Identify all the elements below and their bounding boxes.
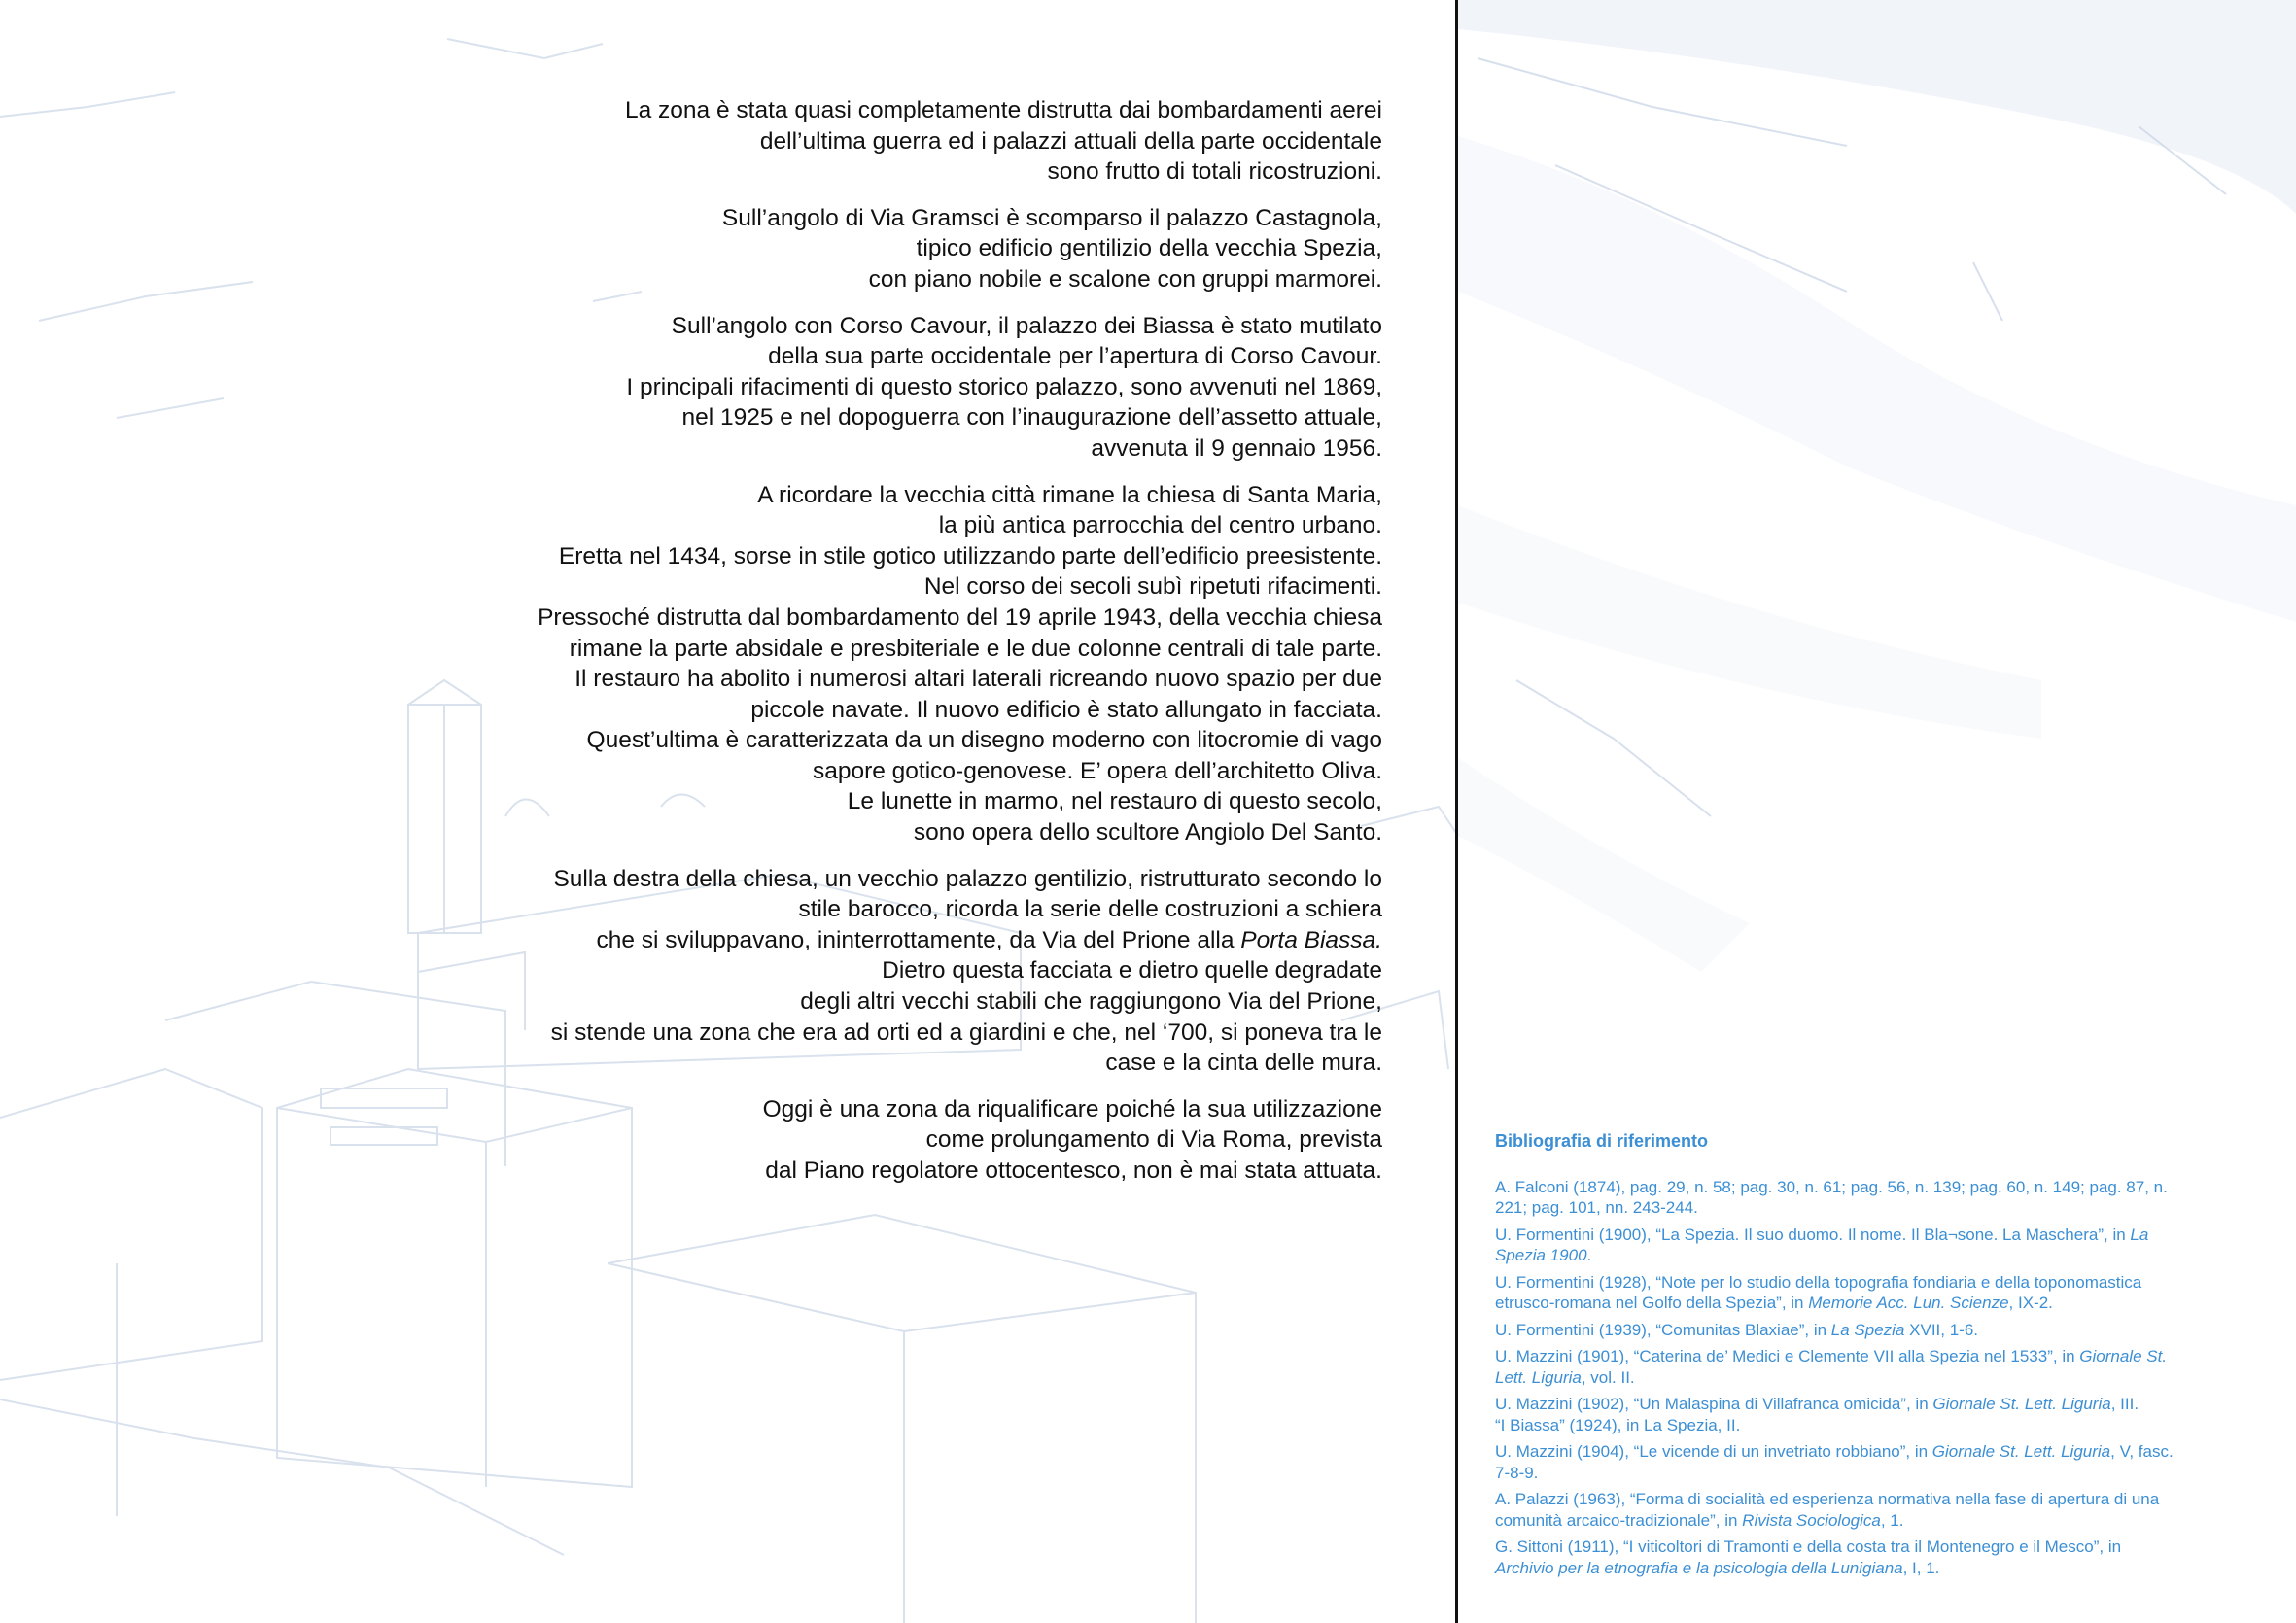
bibliography-entry — [1495, 1225, 2244, 1266]
text-fragment: XVII, 1-6. — [1904, 1320, 1979, 1339]
italic-fragment: Giornale St. Lett. Liguria — [1931, 1442, 2111, 1461]
entry-line — [1495, 1245, 2244, 1266]
bibliography-entry — [1495, 1394, 2244, 1435]
bibliography-entry — [1495, 1441, 2244, 1483]
text-line: avvenuta il 9 gennaio 1956. — [1091, 434, 1382, 462]
entry-line — [1495, 1367, 2244, 1389]
text-line: stile barocco, ricorda la serie delle costruzioni a schiera — [798, 896, 1382, 923]
text-line: sono opera dello scultore Angiolo Del Santo. — [913, 819, 1382, 846]
text-line: sono frutto di totali ricostruzioni. — [1047, 158, 1382, 186]
italic-fragment: Lett. Liguria — [1495, 1367, 1582, 1387]
text-line: Le lunette in marmo, nel restauro di questo secolo, — [847, 788, 1382, 815]
bibliography-title: Bibliografia di riferimento — [1495, 1131, 1709, 1151]
text-line: Il restauro ha abolito i numerosi altari laterali ricreando nuovo spazio per due — [574, 666, 1382, 693]
bibliography — [1495, 1131, 2244, 1584]
italic-fragment: La Spezia — [1830, 1320, 1905, 1339]
text-line: sapore gotico-genovese. E’ opera dell’architetto Oliva. — [812, 757, 1382, 784]
text-line: rimane la parte absidale e presbiteriale e le due colonne centrali di tale parte. — [569, 635, 1382, 662]
paragraph-palazzo-castagnola — [447, 203, 1382, 295]
text-fragment: etrusco-romana nel Golfo della Spezia”, in — [1495, 1294, 1809, 1312]
bibliography-entry — [1495, 1346, 2244, 1388]
entry-line — [1495, 1510, 2244, 1532]
text-fragment: U. Mazzini (1904), “Le vicende di un invetriato robbiano”, in — [1495, 1442, 1932, 1461]
bibliography-entry — [1495, 1489, 2244, 1531]
paragraph-bombardments — [447, 95, 1382, 188]
entry-line — [1495, 1293, 2244, 1314]
main-text-column — [447, 95, 1382, 1202]
text-line: Pressoché distrutta dal bombardamento del 19 aprile 1943, della vecchia chiesa — [538, 604, 1382, 631]
text-line: della sua parte occidentale per l’apertura di Corso Cavour. — [768, 343, 1382, 370]
entry-line: “I Biassa” (1924), in La Spezia, II. — [1495, 1415, 1741, 1434]
bibliography-entry — [1495, 1272, 2244, 1314]
italic-fragment: Giornale St. — [2079, 1347, 2168, 1365]
text-line: Quest’ultima è caratterizzata da un disegno moderno con litocromie di vago — [586, 727, 1382, 754]
text-line: Oggi è una zona da riqualificare poiché la sua utilizzazione — [762, 1095, 1382, 1122]
bibliography-entry — [1495, 1537, 2244, 1578]
text-fragment: U. Mazzini (1901), “Caterina de’ Medici e Clemente VII alla Spezia nel 1533”, in — [1495, 1347, 2080, 1365]
bibliography-entry — [1495, 1177, 2244, 1219]
text-line: Nel corso dei secoli subì ripetuti rifacimenti. — [923, 573, 1382, 601]
entry-line: A. Palazzi (1963), “Forma di socialità ed esperienza normativa nella fase di apertura di una — [1495, 1490, 2160, 1508]
text-line: Sull’angolo di Via Gramsci è scomparso il palazzo Castagnola, — [721, 204, 1382, 231]
page-divider — [1455, 0, 1458, 1623]
text-line: come prolungamento di Via Roma, prevista — [925, 1126, 1382, 1154]
entry-line: 7-8-9. — [1495, 1463, 1539, 1482]
porta-biassa-italic: Porta Biassa. — [1240, 926, 1382, 953]
entry-line — [1495, 1394, 2244, 1415]
bibliography-entry — [1495, 1320, 2244, 1341]
text-line: con piano nobile e scalone con gruppi marmorei. — [868, 265, 1382, 293]
paragraph-orti-giardini — [447, 955, 1382, 1078]
text-line: degli altri vecchi stabili che raggiungono Via del Prione, — [800, 988, 1382, 1016]
italic-fragment: Memorie Acc. Lun. Scienze — [1808, 1294, 2009, 1312]
entry-line: A. Falconi (1874), pag. 29, n. 58; pag. 30, n. 61; pag. 56, n. 139; pag. 60, n. 149; pag. 87, n. — [1495, 1177, 2168, 1196]
paragraph-santa-maria — [447, 480, 1382, 848]
italic-fragment: Rivista Sociologica — [1742, 1510, 1881, 1530]
text-fragment: , 1. — [1880, 1510, 1904, 1530]
text-line: dal Piano regolatore ottocentesco, non è mai stata attuata. — [765, 1157, 1382, 1184]
entry-line: 221; pag. 101, nn. 243-244. — [1495, 1198, 1698, 1217]
italic-fragment: Archivio per la etnografia e la psicologia della Lunigiana — [1495, 1558, 1903, 1577]
text-fragment: comunità arcaico-tradizionale”, in — [1495, 1510, 1743, 1530]
text-line: la più antica parrocchia del centro urbano. — [938, 512, 1382, 539]
text-fragment: U. Formentini (1939), “Comunitas Blaxiae”, in — [1495, 1320, 1831, 1339]
text-fragment: U. Mazzini (1902), “Un Malaspina di Villafranca omicida”, in — [1495, 1395, 1933, 1413]
text-line: La zona è stata quasi completamente distrutta dai bombardamenti aerei — [624, 97, 1382, 123]
text-line: tipico edificio gentilizio della vecchia Spezia, — [916, 235, 1382, 262]
entry-line — [1495, 1320, 2244, 1341]
paragraph-riqualificare — [447, 1094, 1382, 1187]
text-line: Eretta nel 1434, sorse in stile gotico utilizzando parte dell’edificio preesistente. — [558, 542, 1382, 570]
text-line: Dietro questa facciata e dietro quelle degradate — [882, 957, 1382, 984]
entry-line — [1495, 1346, 2244, 1367]
text-fragment: , I, 1. — [1902, 1558, 1940, 1577]
italic-fragment: Giornale St. Lett. Liguria — [1932, 1395, 2111, 1413]
italic-fragment: Spezia 1900 — [1495, 1246, 1587, 1264]
paragraph-palazzo-barocco — [447, 864, 1382, 956]
text-fragment: che si sviluppavano, ininterrottamente, da Via del Prione alla — [596, 926, 1241, 953]
text-fragment: , III. — [2110, 1395, 2139, 1413]
italic-fragment: La — [2130, 1225, 2149, 1244]
text-line: I principali rifacimenti di questo storico palazzo, sono avvenuti nel 1869, — [626, 373, 1382, 400]
entry-line — [1495, 1441, 2244, 1463]
text-line: Sulla destra della chiesa, un vecchio palazzo gentilizio, ristrutturato secondo lo — [553, 865, 1382, 892]
text-fragment: , IX-2. — [2008, 1294, 2053, 1312]
text-line: nel 1925 e nel dopoguerra con l’inaugurazione dell’assetto attuale, — [681, 404, 1382, 432]
entry-line: U. Formentini (1928), “Note per lo studio della topografia fondiaria e della toponomastica — [1495, 1272, 2142, 1292]
text-line: si stende una zona che era ad orti ed a giardini e che, nel ‘700, si poneva tra le — [550, 1019, 1382, 1046]
text-fragment: . — [1586, 1246, 1592, 1264]
text-line: piccole navate. Il nuovo edificio è stato allungato in facciata. — [750, 696, 1382, 723]
text-line: A ricordare la vecchia città rimane la chiesa di Santa Maria, — [757, 481, 1382, 508]
text-fragment: , vol. II. — [1581, 1367, 1635, 1387]
paragraph-palazzo-biassa — [447, 311, 1382, 465]
text-line: case e la cinta delle mura. — [1105, 1050, 1382, 1077]
entry-line — [1495, 1225, 2244, 1246]
text-line: Sull’angolo con Corso Cavour, il palazzo dei Biassa è stato mutilato — [671, 312, 1382, 339]
text-line: dell’ultima guerra ed i palazzi attuali della parte occidentale — [759, 127, 1382, 155]
text-line-porta-biassa — [447, 925, 1382, 956]
text-fragment: U. Formentini (1900), “La Spezia. Il suo duomo. Il nome. Il Bla¬sone. La Maschera”, in — [1495, 1225, 2131, 1244]
text-fragment: , V, fasc. — [2110, 1442, 2174, 1461]
entry-line: G. Sittoni (1911), “I viticoltori di Tramonti e della costa tra il Montenegro e il Mesco”, in — [1495, 1537, 2122, 1556]
entry-line — [1495, 1558, 2244, 1579]
